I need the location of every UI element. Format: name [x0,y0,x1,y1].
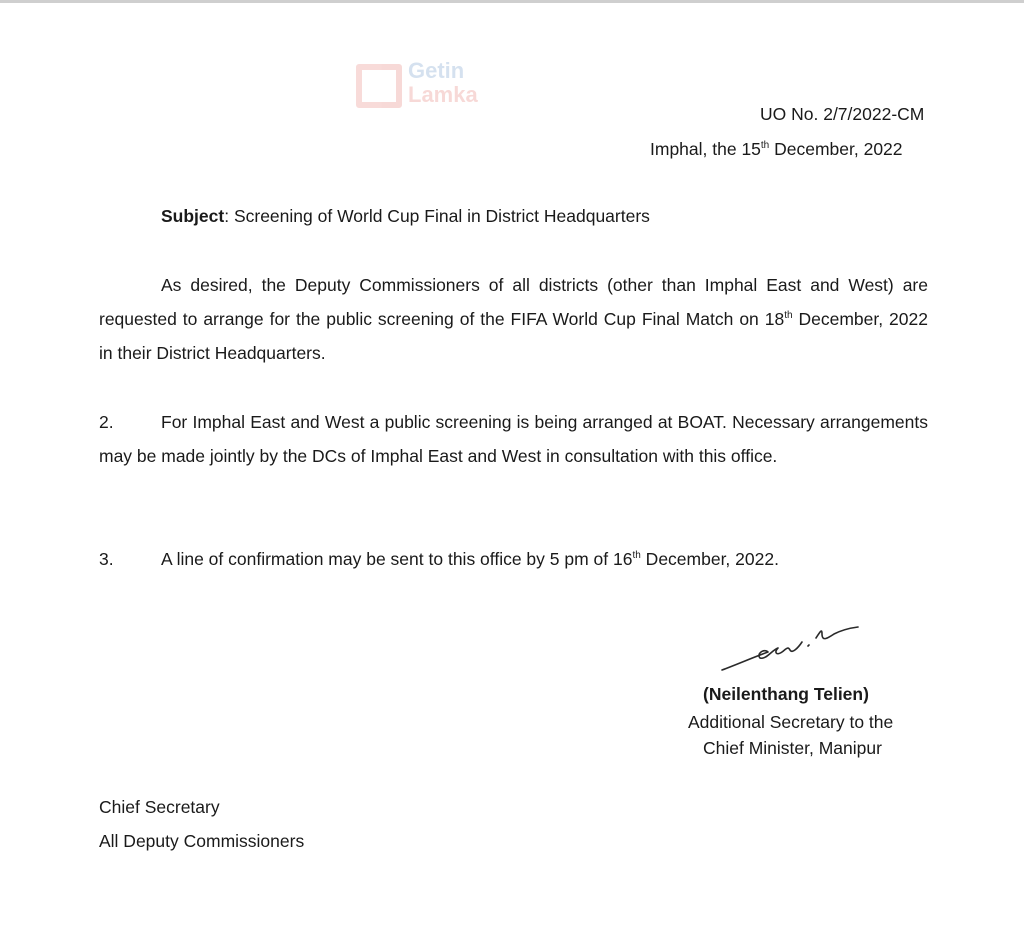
subject-text: : Screening of World Cup Final in District Headquarters [224,206,650,226]
date-superscript: th [760,140,770,152]
date-prefix: Imphal, the 15 [650,139,761,159]
subject-line [161,206,650,227]
paragraph-1-text-after: December, 2022 in their District Headquarters. [99,309,928,363]
uo-number: UO No. 2/7/2022-CM [760,104,925,124]
recipient-item: All Deputy Commissioners [99,831,305,851]
paragraph-1 [99,268,928,370]
paragraph-1-superscript: th [784,310,793,322]
paragraph-3-number: 3. [99,549,114,569]
paragraph-2-text: For Imphal East and West a public screening is being arranged at BOAT. Necessary arrangements may be made jointly by the DCs of Imphal East and West in consultation with this office. [99,412,928,466]
paragraph-3-text-before: A line of confirmation may be sent to this office by 5 pm of 16 [161,549,633,569]
recipient-item: Chief Secretary [99,797,220,817]
letter-date [650,139,903,160]
paragraph-2-number: 2. [99,412,114,432]
paragraph-2 [99,405,928,473]
watermark-logo-mark [356,64,402,108]
watermark-line1: Getin [408,58,465,83]
handwritten-signature [716,612,866,674]
paragraph-1-text-before: As desired, the Deputy Commissioners of all districts (other than Imphal East and West) are requested to arrange for the public screening of the FIFA World Cup Final Match on 18 [99,275,928,329]
paragraph-3-text-after: December, 2022. [640,549,779,569]
paragraph-3-superscript: th [632,550,641,562]
watermark-line2: Lamka [408,82,478,107]
date-suffix: December, 2022 [769,139,903,159]
watermark-logo [356,60,496,114]
paragraph-3 [99,542,928,576]
signer-name: (Neilenthang Telien) [703,684,869,704]
signer-title-line2: Chief Minister, Manipur [703,738,882,758]
subject-label: Subject [161,206,225,226]
signer-title-line1: Additional Secretary to the [688,712,894,732]
top-border-line [0,0,1024,3]
